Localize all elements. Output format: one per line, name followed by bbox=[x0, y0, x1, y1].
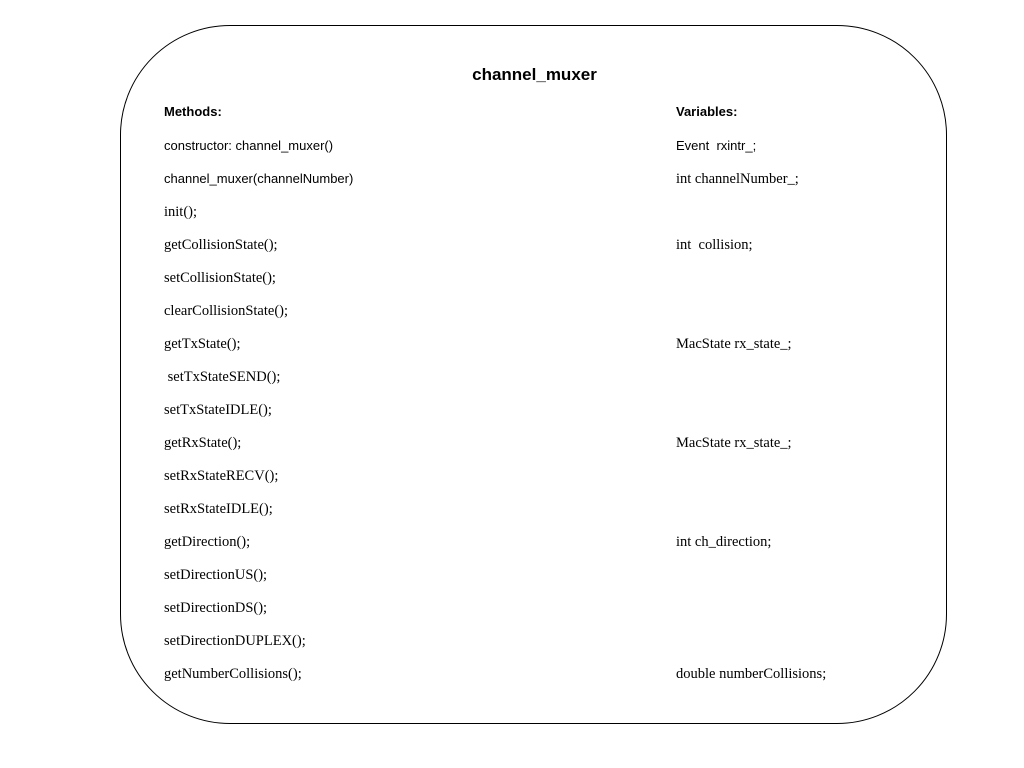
method-item: clearCollisionState(); bbox=[164, 303, 289, 319]
method-item: setRxStateIDLE(); bbox=[164, 501, 273, 517]
method-item: getDirection(); bbox=[164, 534, 251, 550]
method-item: getCollisionState(); bbox=[164, 237, 278, 253]
variable-item: MacState rx_state_; bbox=[676, 336, 792, 352]
variable-item: Event rxintr_; bbox=[676, 138, 757, 153]
method-item: init(); bbox=[164, 204, 198, 220]
method-item: getNumberCollisions(); bbox=[164, 666, 302, 682]
variable-item: int ch_direction; bbox=[676, 534, 772, 550]
variable-item: double numberCollisions; bbox=[676, 666, 827, 682]
method-item: setCollisionState(); bbox=[164, 270, 276, 286]
variables-heading: Variables: bbox=[676, 104, 738, 119]
method-item: setDirectionDUPLEX(); bbox=[164, 633, 306, 649]
method-item: setDirectionUS(); bbox=[164, 567, 268, 583]
method-item: setTxStateSEND(); bbox=[164, 369, 281, 385]
variable-item: int channelNumber_; bbox=[676, 171, 799, 187]
method-item: setDirectionDS(); bbox=[164, 600, 268, 616]
method-item: channel_muxer(channelNumber) bbox=[164, 171, 354, 186]
variable-item: MacState rx_state_; bbox=[676, 435, 792, 451]
method-item: constructor: channel_muxer() bbox=[164, 138, 334, 153]
method-item: getRxState(); bbox=[164, 435, 242, 451]
method-item: setTxStateIDLE(); bbox=[164, 402, 272, 418]
method-item: setRxStateRECV(); bbox=[164, 468, 279, 484]
method-item: getTxState(); bbox=[164, 336, 241, 352]
methods-heading: Methods: bbox=[164, 104, 222, 119]
class-title: channel_muxer bbox=[472, 65, 597, 84]
variable-item: int collision; bbox=[676, 237, 753, 253]
